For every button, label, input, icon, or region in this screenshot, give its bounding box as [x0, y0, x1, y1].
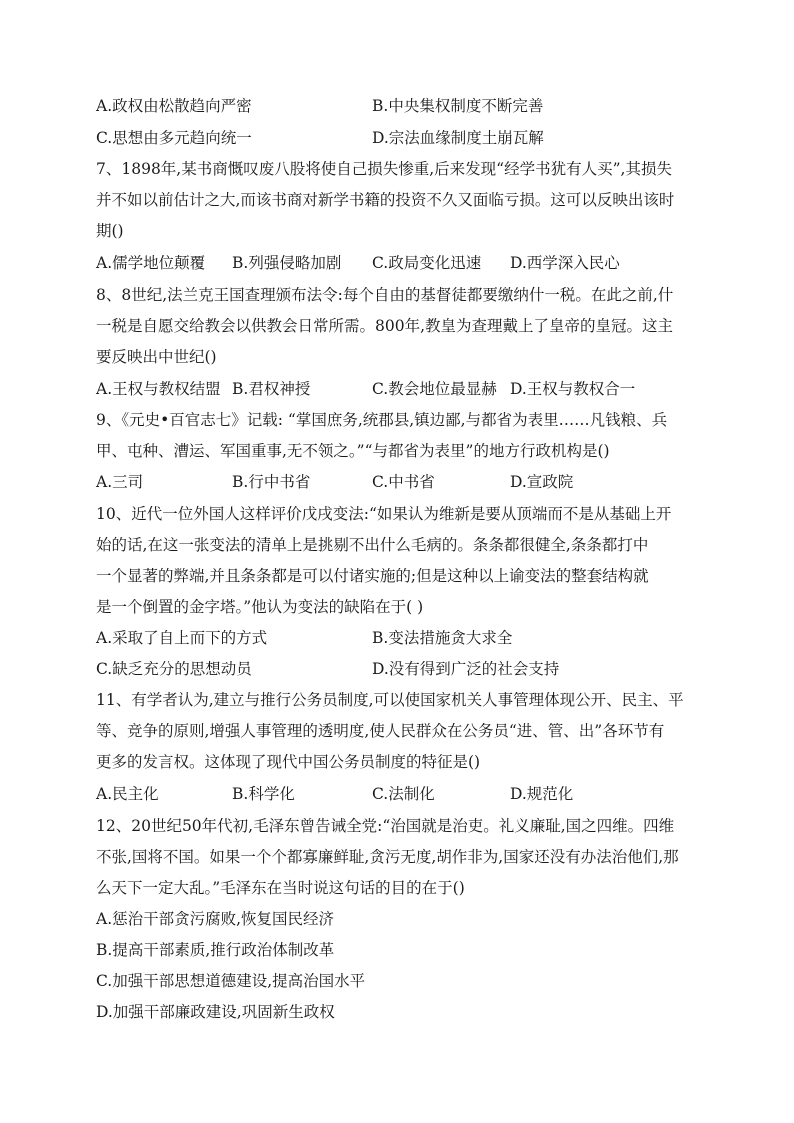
q7-option-b: B.列强侵略加剧 — [232, 254, 342, 272]
q11-option-b: B.科学化 — [232, 785, 295, 803]
q12-stem-line: 么天下一定大乱。”毛泽东在当时说这句话的目的在于() — [96, 879, 465, 897]
q10-option-a: A.采取了自上而下的方式 — [96, 629, 268, 647]
q8-stem-line: 一税是自愿交给教会以供教会日常所需。800年,教皇为查理戴上了皇帝的皇冠。这主 — [96, 317, 674, 335]
q7-option-a: A.儒学地位颠覆 — [96, 254, 206, 272]
q10-stem-line: 始的话,在这一张变法的清单上是挑剔不出什么毛病的。条条都很健全,条条都打中 — [96, 536, 649, 554]
q6-option-d: D.宗法血缘制度土崩瓦解 — [372, 129, 544, 147]
q6-option-b: B.中央集权制度不断完善 — [372, 97, 544, 115]
q6-option-a: A.政权由松散趋向严密 — [96, 97, 252, 115]
q10-stem-line: 10、近代一位外国人这样评价戊戌变法:“如果认为维新是要从顶端而不是从基础上开 — [96, 505, 672, 523]
q11-option-a: A.民主化 — [96, 785, 159, 803]
q8-option-d: D.王权与教权合一 — [510, 380, 636, 398]
q10-stem-line: 一个显著的弊端,并且条条都是可以付诸实施的;但是这种以上谕变法的整套结构就 — [96, 567, 649, 585]
q12-stem-line: 不张,国将不国。如果一个个都寡廉鲜耻,贪污无度,胡作非为,国家还没有办法治他们,那 — [96, 848, 679, 866]
q11-option-d: D.规范化 — [510, 785, 574, 803]
q8-option-c: C.教会地位最显赫 — [372, 380, 497, 398]
q9-stem-line: 9、《元史•百官志七》记载: “掌国庶务,统郡县,镇边鄙,与都省为表里……凡钱粮、兵 — [96, 411, 668, 429]
q11-option-c: C.法制化 — [372, 785, 435, 803]
q12-option-d: D.加强干部廉政建设,巩固新生政权 — [96, 1003, 335, 1021]
q11-stem-line: 11、有学者认为,建立与推行公务员制度,可以使国家机关人事管理体现公开、民主、平 — [96, 691, 684, 709]
q10-option-b: B.变法措施贪大求全 — [372, 629, 513, 647]
q12-stem-line: 12、20世纪50年代初,毛泽东曾告诫全党:“治国就是治吏。礼义廉耻,国之四维。四维 — [96, 817, 675, 835]
q11-stem-line: 等、竞争的原则,增强人事管理的透明度,使人民群众在公务员“进、管、出”各环节有 — [96, 722, 665, 740]
q9-stem-line: 甲、屯种、漕运、军国重事,无不领之。”“与都省为表里”的地方行政机构是() — [96, 442, 610, 460]
q7-stem-line: 7、1898年,某书商慨叹废八股将使自己损失惨重,后来发现“经学书犹有人买”,其损失 — [96, 160, 672, 178]
q8-stem-line: 要反映出中世纪() — [96, 348, 217, 366]
q8-option-b: B.君权神授 — [232, 380, 311, 398]
q7-stem-line: 期() — [96, 222, 124, 240]
q10-option-c: C.缺乏充分的思想动员 — [96, 660, 252, 678]
q9-option-c: C.中书省 — [372, 473, 435, 491]
q7-stem-line: 并不如以前估计之大,而该书商对新学书籍的投资不久又面临亏损。这可以反映出该时 — [96, 191, 675, 209]
q7-option-c: C.政局变化迅速 — [372, 254, 482, 272]
q10-stem-line: 是一个倒置的金字塔。”他认为变法的缺陷在于( ) — [96, 598, 424, 616]
q8-stem-line: 8、8世纪,法兰克王国查理颁布法令:每个自由的基督徒都要缴纳什一税。在此之前,什 — [96, 286, 674, 304]
q9-option-b: B.行中书省 — [232, 473, 311, 491]
q12-option-a: A.惩治干部贪污腐败,恢复国民经济 — [96, 910, 335, 928]
q11-stem-line: 更多的发言权。这体现了现代中国公务员制度的特征是() — [96, 753, 481, 771]
q9-option-a: A.三司 — [96, 473, 144, 491]
q7-option-d: D.西学深入民心 — [510, 254, 620, 272]
q12-option-b: B.提高干部素质,推行政治体制改革 — [96, 941, 335, 959]
q6-option-c: C.思想由多元趋向统一 — [96, 129, 252, 147]
q9-option-d: D.宣政院 — [510, 473, 574, 491]
q10-option-d: D.没有得到广泛的社会支持 — [372, 660, 560, 678]
q8-option-a: A.王权与教权结盟 — [96, 380, 221, 398]
q12-option-c: C.加强干部思想道德建设,提高治国水平 — [96, 972, 366, 990]
